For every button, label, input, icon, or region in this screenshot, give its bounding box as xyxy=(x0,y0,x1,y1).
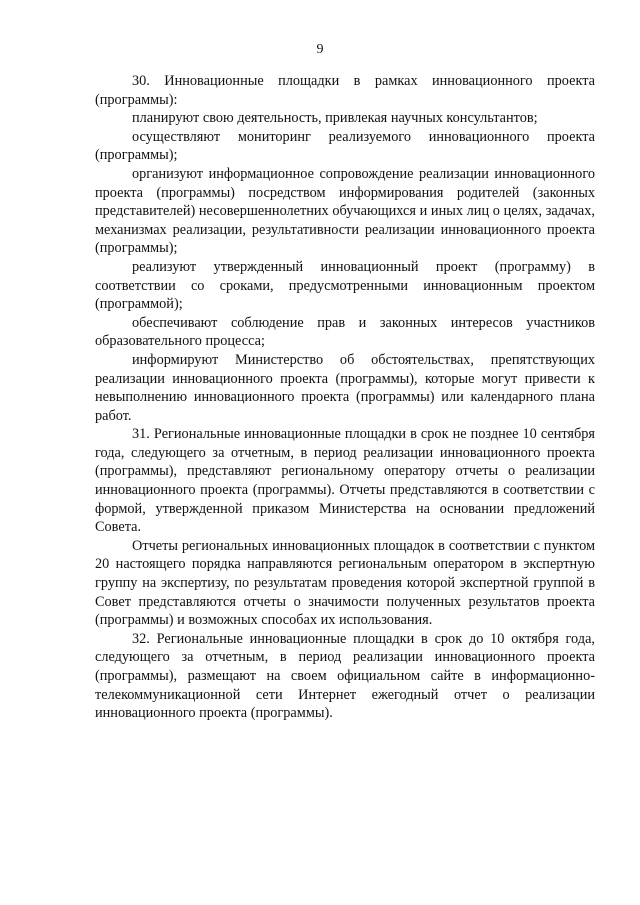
document-body xyxy=(95,72,595,723)
paragraph-30-rights: обеспечивают соблюдение прав и законных интересов участников образовательного процесса; xyxy=(95,314,595,350)
paragraph-30-planning: планируют свою деятельность, привлекая научных консультантов; xyxy=(132,110,538,127)
paragraph-30-intro: 30. Инновационные площадки в рамках инновационного проекта (программы): xyxy=(95,73,595,108)
paragraph-32-publication: 32. Региональные инновационные площадки в срок до 10 октября года, следующего за отчетным, в период реализации инновационного проекта (программы), размещают на своем официальном сайте в информационно-телекоммуникационной сети Интернет ежегодный отчет о реализации инновационного проекта (программы). xyxy=(95,630,595,722)
paragraph-31-reports: 31. Региональные инновационные площадки в срок не позднее 10 сентября года, следующего за отчетным, в период реализации инновационного проекта (программы), представляют региональному оператору отчеты о реализации инновационного проекта (программы). Отчеты представляются в соответствии с формой, утвержденной приказом Министерства на основании предложений Совета. xyxy=(95,426,595,536)
paragraph-30-implementation: реализуют утвержденный инновационный проект (программу) в соответствии со сроками, предусмотренными инновационным проектом (программой); xyxy=(95,258,595,313)
paragraph-30-monitoring: осуществляют мониторинг реализуемого инновационного проекта (программы); xyxy=(95,128,595,164)
paragraph-30-information-support: организуют информационное сопровождение реализации инновационного проекта (программы) посредством информирования родителей (законных представителей) несовершеннолетних обучающихся и иных лиц о целях, задачах, механизмах реализации, результативности реализации инновационного проекта (программы); xyxy=(95,165,595,257)
paragraph-31-expertise: Отчеты региональных инновационных площадок в соответствии с пунктом 20 настоящего порядка направляются региональным оператором в экспертную группу на экспертизу, по результатам проведения которой экспертной группой в Совет представляются отчеты о значимости полученных результатов проекта (программы) и возможных способах их использования. xyxy=(95,537,595,629)
paragraph-30-ministry-info: информируют Министерство об обстоятельствах, препятствующих реализации инновационного проекта (программы), которые могут привести к невыполнению инновационного проекта (программы) или календарного плана работ. xyxy=(95,351,595,424)
page-number: 9 xyxy=(316,42,324,57)
